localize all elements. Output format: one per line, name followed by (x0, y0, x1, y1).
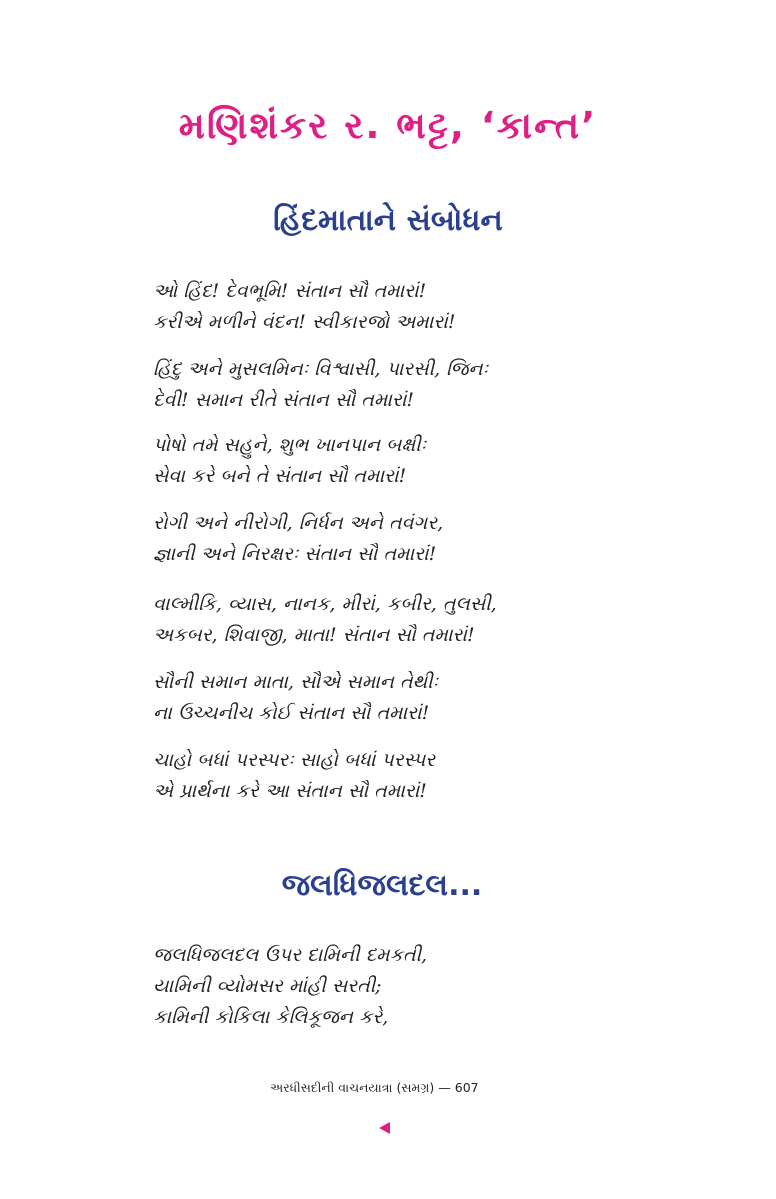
verse-line: હિંદુ અને મુસલમિનઃ વિશ્વાસી, પારસી, જિનઃ (153, 358, 489, 380)
verse-line: જ્ઞાની અને નિરક્ષરઃ સંતાન સૌ તમારાં! (153, 543, 437, 565)
verse-line: વાલ્મીકિ, વ્યાસ, નાનક, મીરાં, કબીર, તુલસી, (153, 593, 497, 615)
verse-line: જલધિજલદલ ઉપર દામિની દમકતી, (153, 944, 428, 966)
stanza-7 (153, 745, 435, 807)
author-heading: મણિશંકર ર. ભટ્ટ, ‘કાન્ત’ (178, 104, 598, 147)
poem-title-hindmatane-sambodhan: હિંદમાતાને સંબોધન (273, 203, 503, 238)
stanza-4 (153, 508, 443, 570)
stanza-3 (153, 430, 426, 492)
verse-line: કરીએ મળીને વંદન! સ્વીકારજો અમારાં! (153, 311, 456, 333)
poem-title-jaladhijaladal: જલધિજલદલ... (281, 868, 483, 903)
stanza-2 (153, 354, 488, 416)
verse-line: દેવી! સમાન રીતે સંતાન સૌ તમારાં! (153, 389, 415, 411)
verse-line: રોગી અને નીરોગી, નિર્ધન અને તવંગર, (153, 512, 444, 534)
verse-line: સેવા કરે બને તે સંતાન સૌ તમારાં! (153, 465, 407, 487)
page-footer: અરધીસદીની વાચનયાત્રા (સમગ્ર) — 607 (270, 1080, 479, 1095)
verse-line: એ પ્રાર્થના કરે આ સંતાન સૌ તમારાં! (153, 780, 427, 802)
stanza-jaladhi (153, 940, 427, 1033)
stanza-5 (153, 589, 497, 651)
verse-line: ના ઉચ્ચનીચ કોઈ સંતાન સૌ તમારાં! (153, 702, 430, 724)
verse-line: કામિની કોકિલા કેલિકૂજન કરે, (153, 1006, 389, 1028)
stanza-1 (153, 276, 455, 338)
left-arrow-icon[interactable] (379, 1122, 390, 1134)
verse-line: ચાહો બધાં પરસ્પરઃ સાહો બધાં પરસ્પર (153, 749, 436, 771)
verse-line: યામિની વ્યોમસર માંહી સરતી; (153, 975, 382, 997)
verse-line: સૌની સમાન માતા, સૌએ સમાન તેથીઃ (153, 671, 439, 693)
verse-line: પોષો તમે સહુને, શુભ ખાનપાન બક્ષીઃ (153, 434, 427, 456)
stanza-6 (153, 667, 438, 729)
verse-line: ઓ હિંદ! દેવભૂમિ! સંતાન સૌ તમારાં! (153, 280, 427, 302)
verse-line: અકબર, શિવાજી, માતા! સંતાન સૌ તમારાં! (153, 624, 475, 646)
